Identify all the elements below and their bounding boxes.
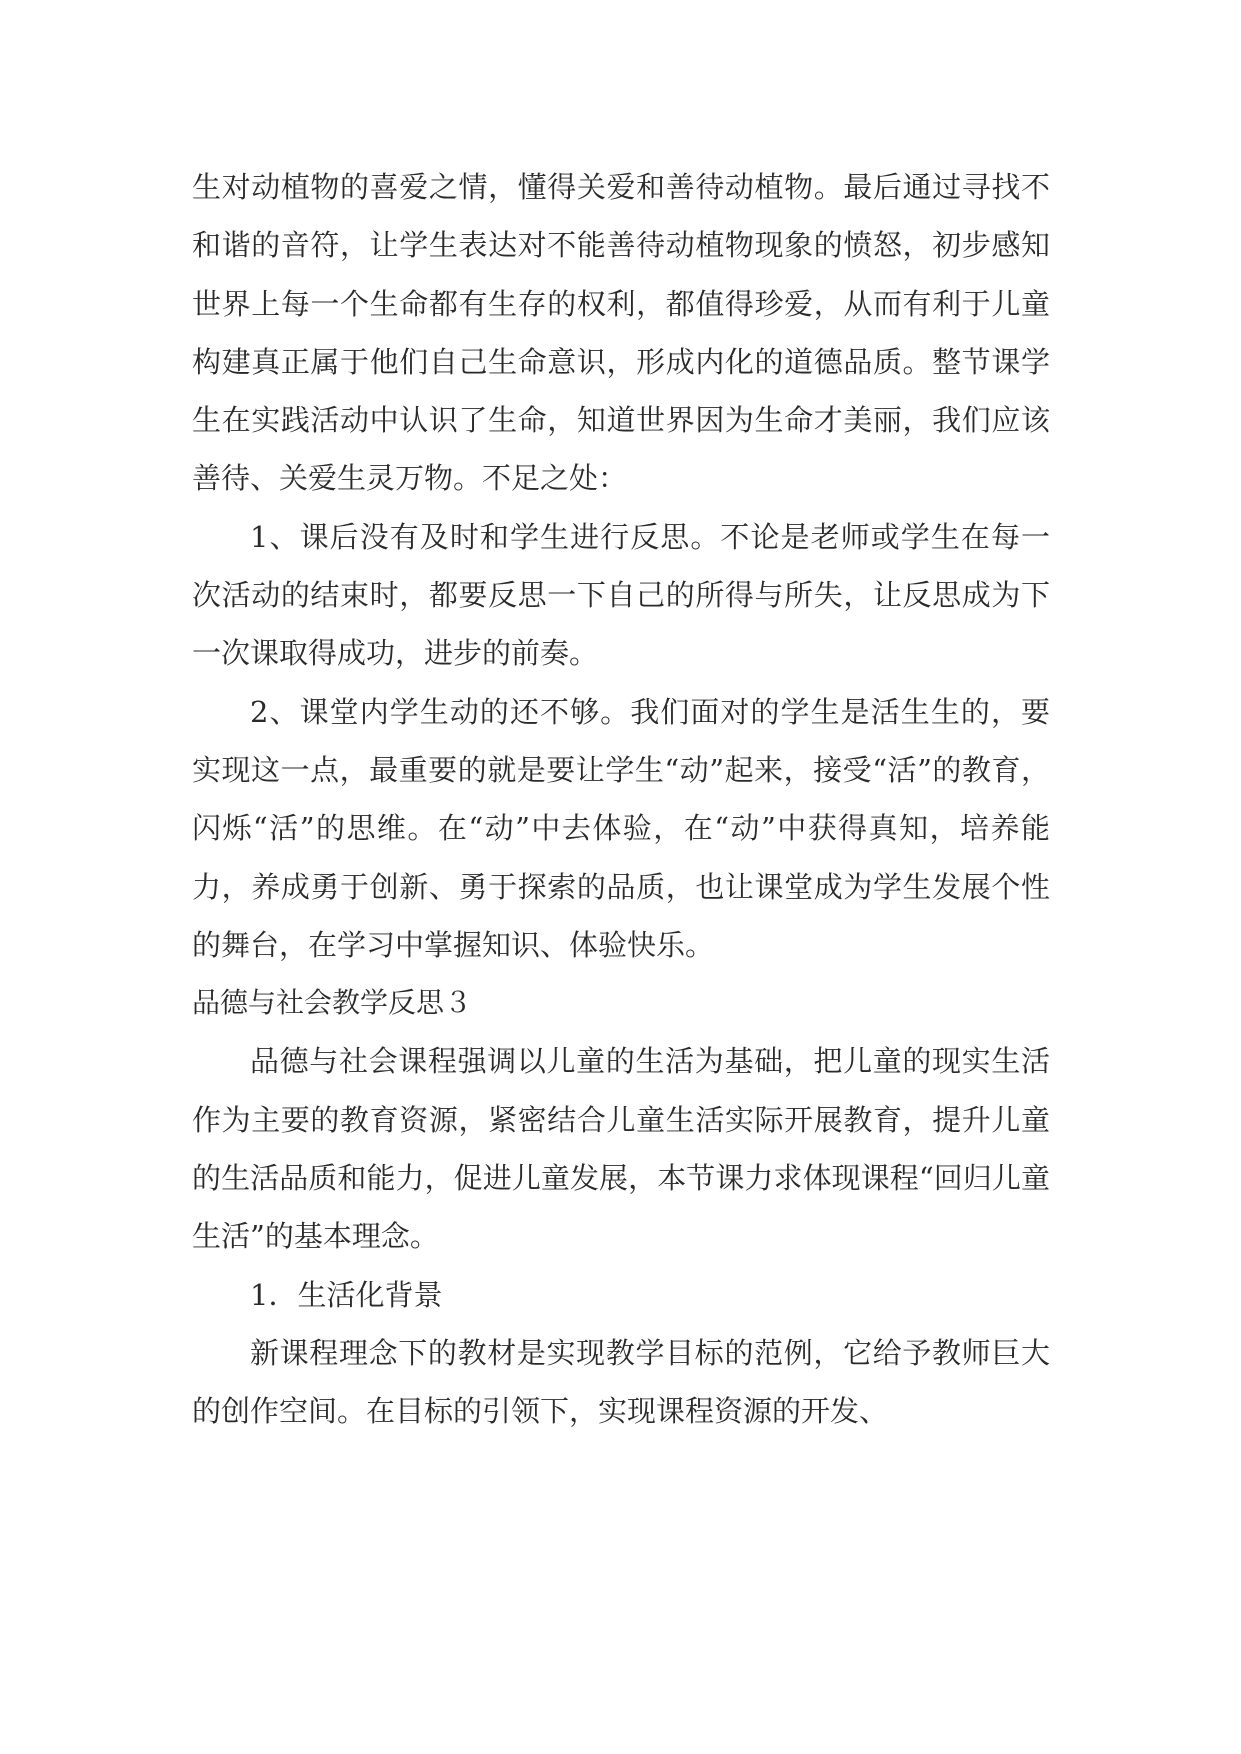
paragraph-intro: 品德与社会课程强调以儿童的生活为基础，把儿童的现实生活作为主要的教育资源，紧密结合儿童生活实际开展教育，提升儿童的生活品质和能力，促进儿童发展，本节课力求体现课程“回归儿童生活”的基本理念。 bbox=[192, 1044, 1050, 1254]
paragraph-continuation: 生对动植物的喜爱之情，懂得关爱和善待动植物。最后通过寻找不和谐的音符，让学生表达对不能善待动植物现象的愤怒，初步感知世界上每一个生命都有生存的权利，都值得珍爱，从而有利于儿童构建真正属于他们自己生命意识，形成内化的道德品质。整节课学生在实践活动中认识了生命，知道世界因为生命才美丽，我们应该善待、关爱生灵万物。不足之处： bbox=[192, 170, 1050, 496]
subheading-1: 1．生活化背景 bbox=[250, 1277, 443, 1312]
paragraph-point-2: 2、课堂内学生动的还不够。我们面对的学生是活生生的，要实现这一点，最重要的就是要让学生“动”起来，接受“活”的教育，闪烁“活”的思维。在“动”中去体验，在“动”中获得真知，培养能力，养成勇于创新、勇于探索的品质，也让课堂成为学生发展个性的舞台，在学习中掌握知识、体验快乐。 bbox=[192, 694, 1050, 962]
paragraph-body: 新课程理念下的教材是实现教学目标的范例，它给予教师巨大的创作空间。在目标的引领下，实现课程资源的开发、 bbox=[192, 1335, 1050, 1429]
paragraph-point-1: 1、课后没有及时和学生进行反思。不论是老师或学生在每一次活动的结束时，都要反思一下自己的所得与所失，让反思成为下一次课取得成功，进步的前奏。 bbox=[192, 519, 1050, 671]
document-body bbox=[192, 158, 1050, 1441]
section-title: 品德与社会教学反思３ bbox=[192, 986, 473, 1020]
